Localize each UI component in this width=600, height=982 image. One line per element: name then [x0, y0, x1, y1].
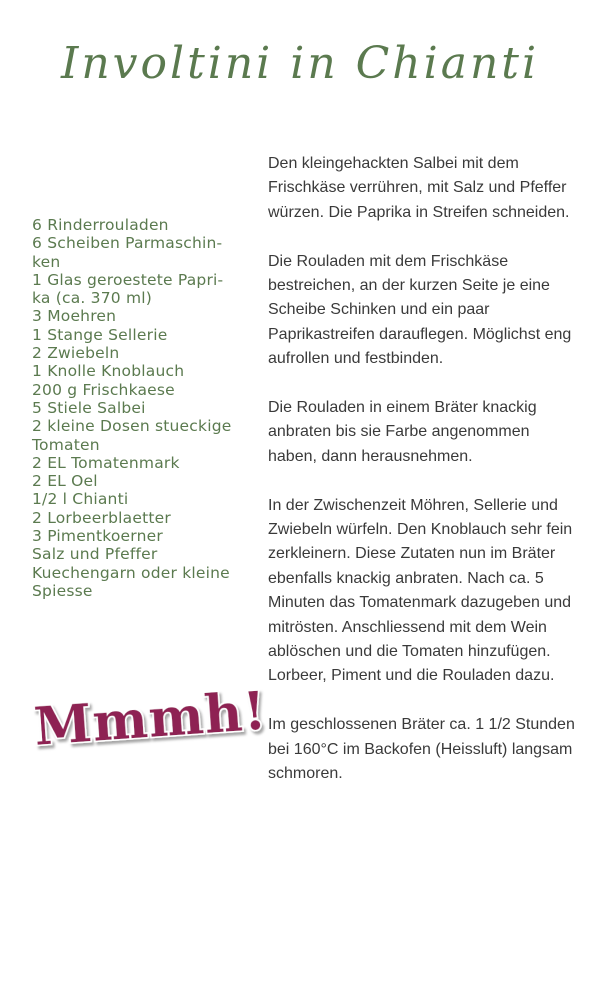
ingredient-line: 200 g Frischkaese: [32, 380, 175, 399]
ingredient-line: ken: [32, 252, 61, 271]
ingredient-line: 2 EL Oel: [32, 472, 98, 491]
instruction-paragraph: In der Zwischenzeit Möhren, Sellerie und Zwiebeln würfeln. Den Knoblauch sehr fein zerkleinern. Diese Zutaten nun im Bräter ebenfalls knackig anbraten. Nach ca. 5 Minuten das Tomatenmark dazugeben und mitrösten. Anschliessend mit dem Wein ablöschen und die Tomaten hinzufügen. Lorbeer, Piment und die Rouladen dazu.: [268, 496, 573, 685]
ingredient-line: 5 Stiele Salbei: [32, 398, 146, 417]
ingredient-line: Salz und Pfeffer: [32, 545, 158, 564]
ingredient-line: 6 Rinderrouladen: [32, 216, 169, 234]
ingredient-line: Spiesse: [32, 581, 93, 600]
instructions: [268, 152, 578, 811]
ingredient-line: 1 Glas geroestete Papri-: [32, 270, 224, 289]
ingredient-line: ka (ca. 370 ml): [32, 289, 153, 308]
mmmh-badge: [28, 680, 270, 758]
ingredient-line: 1/2 l Chianti: [32, 490, 129, 509]
ingredient-line: 1 Stange Sellerie: [32, 325, 168, 344]
instruction-paragraph: Den kleingehackten Salbei mit dem Frischkäse verrühren, mit Salz und Pfeffer würzen. Die Paprika in Streifen schneiden.: [268, 155, 570, 221]
ingredient-line: 2 Zwiebeln: [32, 344, 120, 363]
ingredient-line: Kuechengarn oder kleine: [32, 563, 230, 582]
mmmh-badge-text: Mmmh!: [32, 680, 270, 758]
ingredient-line: 6 Scheiben Parmaschin-: [32, 234, 223, 253]
instruction-paragraph: Die Rouladen in einem Bräter knackig anbraten bis sie Farbe angenommen haben, dann herausnehmen.: [268, 399, 537, 465]
instruction-paragraph: Die Rouladen mit dem Frischkäse bestreichen, an der kurzen Seite je eine Scheibe Schinken und ein paar Paprikastreifen darauflegen. Möglichst eng aufrollen und festbinden.: [268, 252, 572, 368]
ingredient-list: [32, 216, 247, 600]
instruction-paragraph: Im geschlossenen Bräter ca. 1 1/2 Stunden bei 160°C im Backofen (Heissluft) langsam schmoren.: [268, 716, 575, 783]
ingredient-line: 3 Moehren: [32, 307, 117, 326]
ingredient-line: 3 Pimentkoerner: [32, 527, 163, 546]
ingredient-line: 2 Lorbeerblaetter: [32, 508, 171, 527]
ingredient-line: 1 Knolle Knoblauch: [32, 362, 185, 381]
ingredient-line: 2 kleine Dosen stueckige: [32, 417, 232, 436]
ingredient-line: 2 EL Tomatenmark: [32, 453, 180, 472]
ingredient-line: Tomaten: [32, 435, 100, 454]
recipe-title: Involtini in Chianti: [60, 38, 540, 89]
